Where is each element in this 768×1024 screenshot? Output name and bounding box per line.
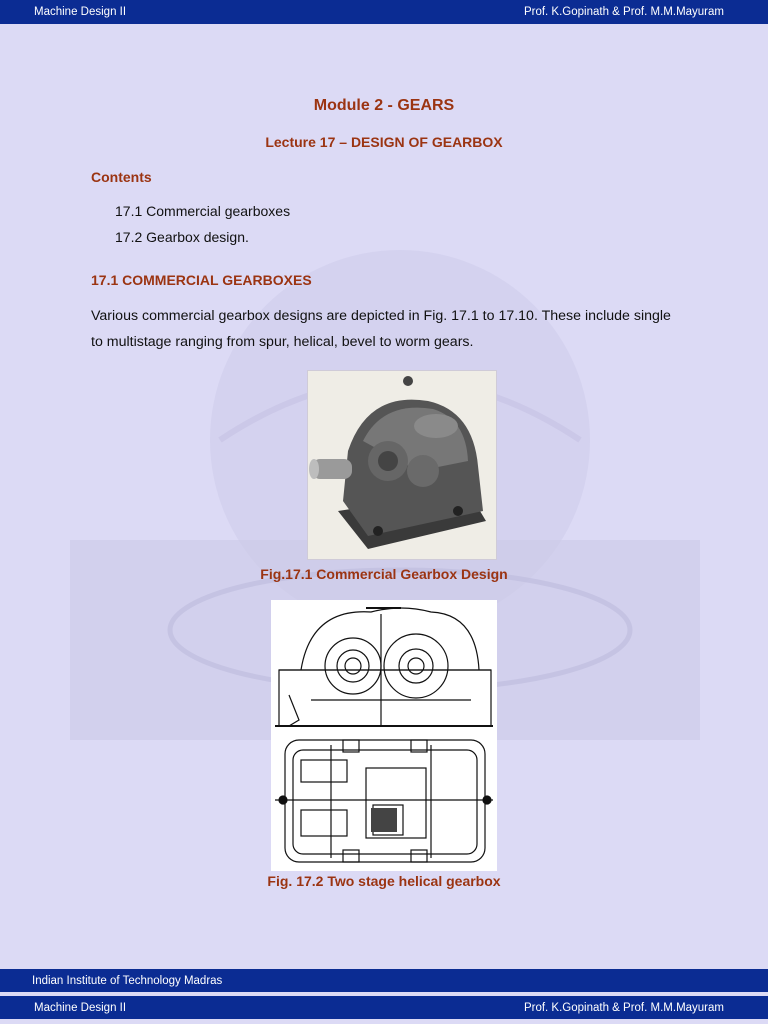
toc-item: 17.2 Gearbox design. xyxy=(115,229,249,245)
header-course-title: Machine Design II xyxy=(34,6,127,18)
footer-bar xyxy=(0,996,768,1019)
header-authors: Prof. K.Gopinath & Prof. M.M.Mayuram xyxy=(523,6,724,18)
gearbox-photo xyxy=(307,370,497,560)
gearbox-drawing xyxy=(271,600,497,871)
footer-institute-bar xyxy=(0,969,768,992)
section-heading: 17.1 COMMERCIAL GEARBOXES xyxy=(91,272,312,288)
section-paragraph: Various commercial gearbox designs are depicted in Fig. 17.1 to 17.10. These include single to multistage ranging from spur, helical, bevel to worm gears. xyxy=(91,308,671,350)
footer-institute: Indian Institute of Technology Madras xyxy=(32,974,223,987)
contents-heading: Contents xyxy=(91,169,152,185)
lecture-title: Lecture 17 – DESIGN OF GEARBOX xyxy=(265,134,503,150)
page-title: Module 2 - GEARS xyxy=(313,97,455,114)
footer-course-title: Machine Design II xyxy=(34,1001,127,1014)
toc-item: 17.1 Commercial gearboxes xyxy=(115,203,291,219)
footer-authors: Prof. K.Gopinath & Prof. M.M.Mayuram xyxy=(523,1001,724,1014)
figure-caption: Fig.17.1 Commercial Gearbox Design xyxy=(260,566,508,582)
figure-caption: Fig. 17.2 Two stage helical gearbox xyxy=(267,873,501,889)
